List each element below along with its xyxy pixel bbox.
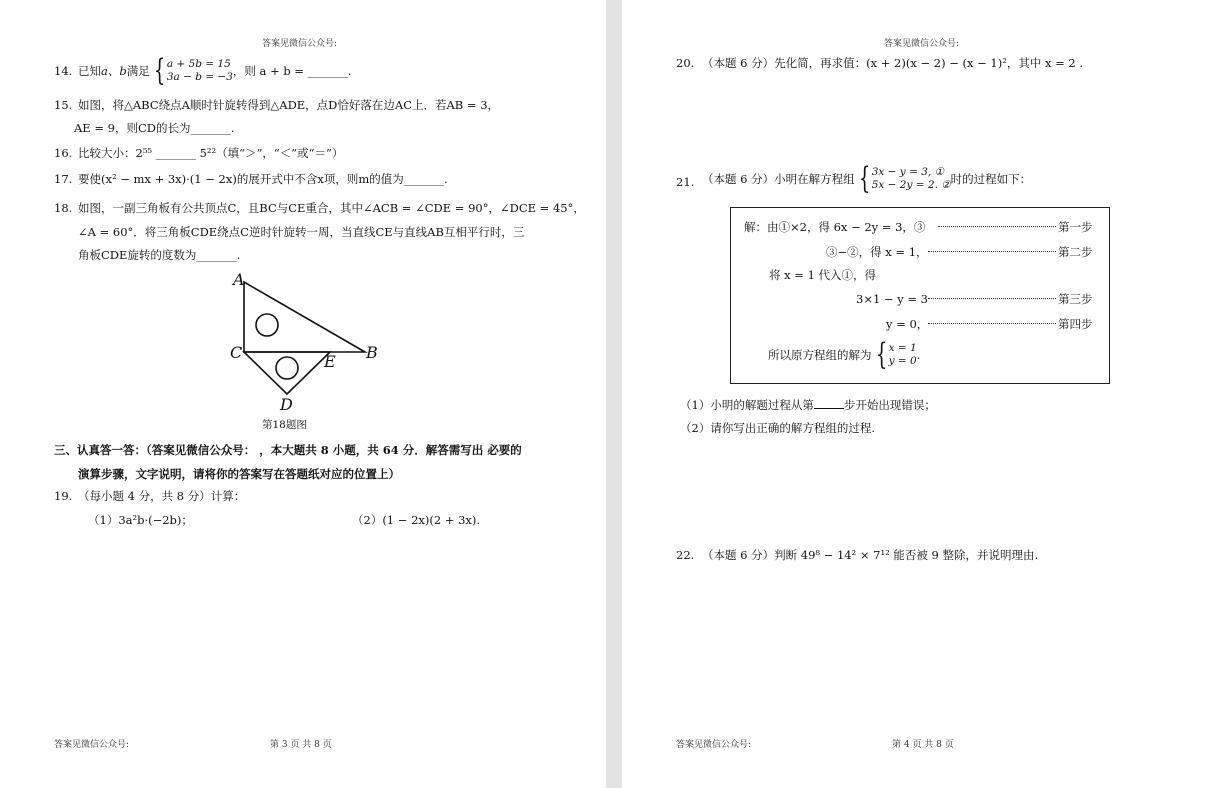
- question-14: [78, 53, 352, 88]
- question-14-number: 14.: [54, 64, 73, 78]
- equation-1: a + 5b = 15: [166, 58, 231, 70]
- solution-line-3: 将 x = 1 代入①，得: [769, 268, 877, 282]
- page-header: 答案见微信公众号:: [884, 39, 960, 49]
- answer-x: x = 1: [888, 342, 917, 354]
- section-3-heading: 三、认真答一答：（答案见微信公众号： ，本大题共 8 小题，共 64 分．解答需写出 必要的: [54, 443, 522, 457]
- solution-step-3: 第三步: [1058, 292, 1093, 306]
- solution-step-2: 第二步: [1058, 245, 1093, 259]
- question-21: [702, 161, 1032, 196]
- solution-step-4: 第四步: [1058, 317, 1093, 331]
- solution-answer: { x = 1 y = 0: [875, 337, 917, 372]
- question-22-number: 22.: [676, 548, 695, 562]
- question-14-prefix: 已知: [78, 64, 101, 78]
- question-21-suffix: 时的过程如下：: [950, 172, 1032, 186]
- question-19-part-1: （1）3a²b·(−2b)；: [88, 513, 193, 527]
- triangle-cde: [244, 352, 330, 394]
- question-14-suffix: ，则 a + b = _______.: [232, 64, 352, 78]
- solution-step-1: 第一步: [1058, 220, 1093, 234]
- question-21-prefix: （本题 6 分）小明在解方程组: [702, 172, 855, 186]
- figure-label-c: C: [230, 343, 243, 362]
- solution-end: .: [916, 348, 921, 362]
- section-3-instructions: 演算步骤，文字说明，请将你的答案写在答题纸对应的位置上）: [78, 467, 400, 481]
- page-header: 答案见微信公众号:: [262, 39, 338, 49]
- answer-blank: [814, 398, 844, 409]
- question-21-number: 21.: [676, 175, 695, 189]
- triangle-abc: [244, 282, 365, 352]
- page-number: 第 3 页 共 8 页: [270, 740, 332, 750]
- equation-2: 3a − b = −3: [166, 71, 233, 83]
- page-footer-source: 答案见微信公众号:: [54, 740, 130, 750]
- figure-label-a: A: [233, 270, 245, 289]
- question-19-part-2: （2）(1 − 2x)(2 + 3x).: [352, 513, 481, 527]
- question-22-text: （本题 6 分）判断 49⁸ − 14² × 7¹² 能否被 9 整除，并说明理由.: [702, 548, 1039, 562]
- equation-system: { a + 5b = 15 3a − b = −3: [153, 53, 233, 88]
- question-17-text: 要使(x² − mx + 3x)·(1 − 2x)的展开式中不含x项，则m的值为_______.: [78, 172, 448, 186]
- triangle-cde-hole: [276, 357, 298, 379]
- triangle-abc-hole: [256, 314, 278, 336]
- question-15-line-2: AE = 9，则CD的长为_______.: [74, 121, 235, 135]
- question-14-mid: 满足: [126, 64, 150, 78]
- question-18-line-1: 如图，一副三角板有公共顶点C，且BC与CE重合，其中∠ACB = ∠CDE = 90°，∠DCE = 45°，: [78, 201, 585, 215]
- equation-system: { 3x − y = 3, ① 5x − 2y = 2. ②: [858, 161, 951, 196]
- solution-line-5: y = 0，: [886, 317, 929, 331]
- question-15-number: 15.: [54, 98, 73, 112]
- solution-line-2: ③−②，得 x = 1，: [826, 245, 928, 259]
- question-19-number: 19.: [54, 489, 73, 503]
- question-16-number: 16.: [54, 146, 73, 160]
- solution-conclusion: 所以原方程组的解为: [768, 348, 872, 362]
- page-number: 第 4 页 共 8 页: [892, 740, 954, 750]
- dot-leader: [928, 323, 1056, 324]
- answer-y: y = 0: [888, 355, 917, 367]
- dot-leader: [928, 251, 1056, 252]
- question-20-text: （本题 6 分）先化简，再求值：(x + 2)(x − 2) − (x − 1)²，其中 x = 2 .: [702, 56, 1084, 70]
- document-page-4: [622, 0, 1228, 788]
- figure-label-d: D: [280, 395, 293, 414]
- solution-line-6: [768, 337, 921, 372]
- question-21-part-2: （2）请你写出正确的解方程组的过程.: [680, 421, 875, 435]
- question-21-part-1-suffix: 步开始出现错误；: [843, 398, 936, 412]
- question-17-number: 17.: [54, 172, 73, 186]
- question-19-text: （每小题 4 分，共 8 分）计算：: [78, 489, 246, 503]
- document-page-3: [0, 0, 606, 788]
- question-14-vars: a、b: [101, 64, 127, 78]
- figure-caption: 第18题图: [262, 419, 307, 431]
- question-18-line-3: 角板CDE旋转的度数为_______.: [78, 248, 241, 262]
- question-15-line-1: 如图，将△ABC绕点A顺时针旋转得到△ADE，点D恰好落在边AC上．若AB = 3，: [78, 98, 500, 112]
- question-18-line-2: ∠A = 60°．将三角板CDE绕点C逆时针旋转一周，当直线CE与直线AB互相平行时，三: [78, 225, 525, 239]
- equation-1: 3x − y = 3, ①: [871, 166, 944, 178]
- question-18-number: 18.: [54, 201, 73, 215]
- solution-line-1: 解：由①×2，得 6x − 2y = 3，③: [744, 220, 926, 234]
- dot-leader: [938, 226, 1056, 227]
- figure-18-triangles: [220, 268, 390, 418]
- question-21-part-1: [680, 398, 936, 412]
- question-20-number: 20.: [676, 56, 695, 70]
- question-16-text: 比较大小：2⁵⁵ _______ 5²²（填“＞”，“＜”或“＝”）: [78, 146, 344, 160]
- equation-2: 5x − 2y = 2. ②: [871, 179, 951, 191]
- figure-label-e: E: [324, 352, 336, 371]
- page-footer-source: 答案见微信公众号:: [676, 740, 752, 750]
- solution-line-4: 3×1 − y = 3: [856, 292, 928, 306]
- dot-leader: [928, 298, 1056, 299]
- figure-label-b: B: [366, 343, 378, 362]
- question-21-part-1-prefix: （1）小明的解题过程从第: [680, 398, 814, 412]
